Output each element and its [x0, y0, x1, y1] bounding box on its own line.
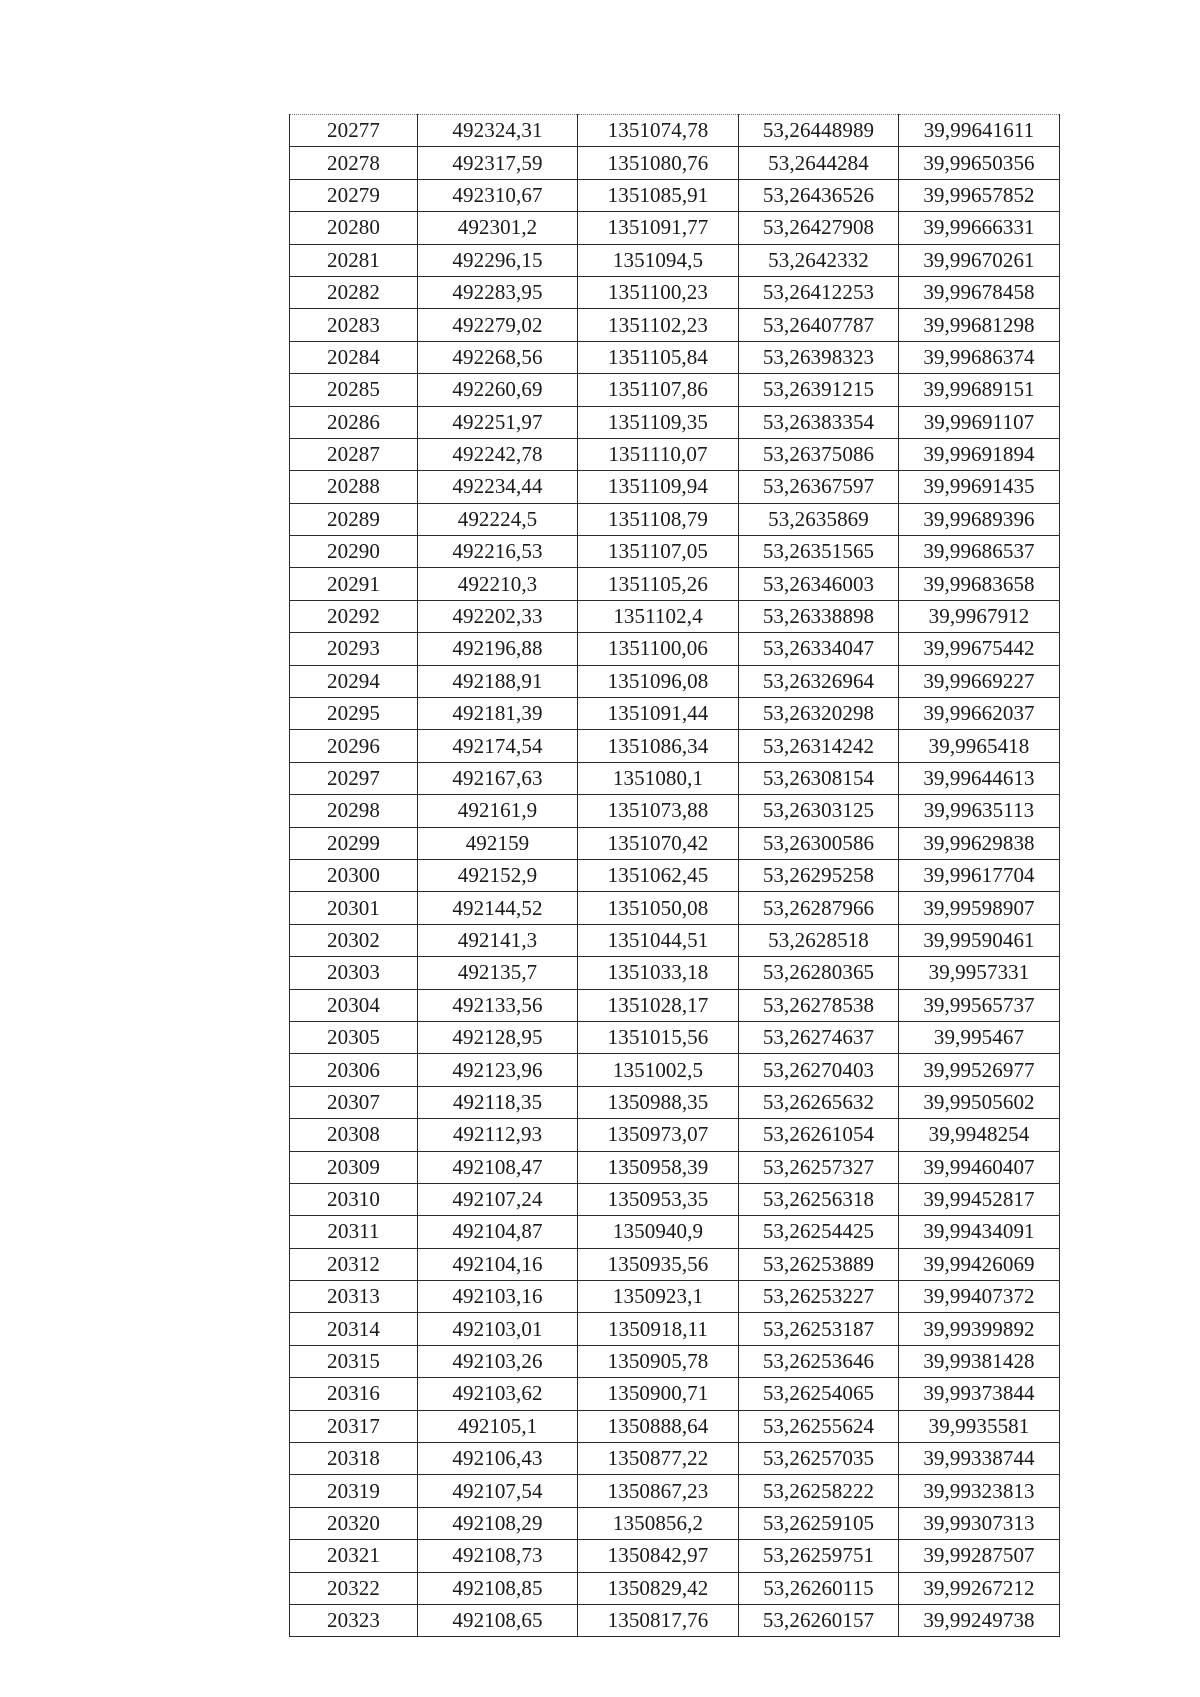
x-coordinate-cell: 492161,9 — [418, 795, 578, 827]
longitude-cell: 39,99590461 — [899, 924, 1060, 956]
longitude-cell: 39,99307313 — [899, 1507, 1060, 1539]
latitude-cell: 53,26367597 — [739, 471, 899, 503]
y-coordinate-cell: 1350953,35 — [578, 1183, 739, 1215]
longitude-cell: 39,99683658 — [899, 568, 1060, 600]
coordinates-table-body — [290, 115, 1060, 1637]
point-number-cell: 20283 — [290, 309, 418, 341]
latitude-cell: 53,26257327 — [739, 1151, 899, 1183]
table-row — [290, 1021, 1060, 1053]
table-row — [290, 147, 1060, 179]
longitude-cell: 39,9957331 — [899, 957, 1060, 989]
longitude-cell: 39,99629838 — [899, 827, 1060, 859]
table-row — [290, 244, 1060, 276]
longitude-cell: 39,99381428 — [899, 1345, 1060, 1377]
point-number-cell: 20303 — [290, 957, 418, 989]
x-coordinate-cell: 492103,62 — [418, 1378, 578, 1410]
latitude-cell: 53,26338898 — [739, 600, 899, 632]
latitude-cell: 53,26257035 — [739, 1443, 899, 1475]
y-coordinate-cell: 1351109,94 — [578, 471, 739, 503]
point-number-cell: 20314 — [290, 1313, 418, 1345]
y-coordinate-cell: 1351033,18 — [578, 957, 739, 989]
y-coordinate-cell: 1351091,44 — [578, 698, 739, 730]
y-coordinate-cell: 1351070,42 — [578, 827, 739, 859]
table-row — [290, 1183, 1060, 1215]
latitude-cell: 53,26254425 — [739, 1216, 899, 1248]
table-row — [290, 698, 1060, 730]
x-coordinate-cell: 492242,78 — [418, 438, 578, 470]
table-row — [290, 957, 1060, 989]
longitude-cell: 39,99434091 — [899, 1216, 1060, 1248]
point-number-cell: 20278 — [290, 147, 418, 179]
point-number-cell: 20308 — [290, 1119, 418, 1151]
y-coordinate-cell: 1351085,91 — [578, 179, 739, 211]
x-coordinate-cell: 492301,2 — [418, 212, 578, 244]
point-number-cell: 20302 — [290, 924, 418, 956]
table-row — [290, 1151, 1060, 1183]
longitude-cell: 39,99565737 — [899, 989, 1060, 1021]
x-coordinate-cell: 492152,9 — [418, 859, 578, 891]
latitude-cell: 53,26375086 — [739, 438, 899, 470]
table-row — [290, 633, 1060, 665]
latitude-cell: 53,26314242 — [739, 730, 899, 762]
table-row — [290, 438, 1060, 470]
table-row — [290, 1054, 1060, 1086]
table-row — [290, 1281, 1060, 1313]
latitude-cell: 53,26287966 — [739, 892, 899, 924]
x-coordinate-cell: 492123,96 — [418, 1054, 578, 1086]
longitude-cell: 39,99691894 — [899, 438, 1060, 470]
point-number-cell: 20307 — [290, 1086, 418, 1118]
x-coordinate-cell: 492107,24 — [418, 1183, 578, 1215]
y-coordinate-cell: 1351091,77 — [578, 212, 739, 244]
longitude-cell: 39,99407372 — [899, 1281, 1060, 1313]
y-coordinate-cell: 1350923,1 — [578, 1281, 739, 1313]
x-coordinate-cell: 492188,91 — [418, 665, 578, 697]
x-coordinate-cell: 492108,29 — [418, 1507, 578, 1539]
x-coordinate-cell: 492268,56 — [418, 341, 578, 373]
x-coordinate-cell: 492118,35 — [418, 1086, 578, 1118]
point-number-cell: 20289 — [290, 503, 418, 535]
point-number-cell: 20311 — [290, 1216, 418, 1248]
table-row — [290, 1604, 1060, 1636]
point-number-cell: 20304 — [290, 989, 418, 1021]
latitude-cell: 53,26254065 — [739, 1378, 899, 1410]
table-row — [290, 179, 1060, 211]
y-coordinate-cell: 1351096,08 — [578, 665, 739, 697]
longitude-cell: 39,99662037 — [899, 698, 1060, 730]
longitude-cell: 39,99669227 — [899, 665, 1060, 697]
latitude-cell: 53,26274637 — [739, 1021, 899, 1053]
x-coordinate-cell: 492108,85 — [418, 1572, 578, 1604]
y-coordinate-cell: 1351109,35 — [578, 406, 739, 438]
latitude-cell: 53,26346003 — [739, 568, 899, 600]
latitude-cell: 53,26320298 — [739, 698, 899, 730]
longitude-cell: 39,995467 — [899, 1021, 1060, 1053]
y-coordinate-cell: 1350935,56 — [578, 1248, 739, 1280]
table-row — [290, 1378, 1060, 1410]
table-row — [290, 1086, 1060, 1118]
table-row — [290, 924, 1060, 956]
table-row — [290, 212, 1060, 244]
point-number-cell: 20285 — [290, 374, 418, 406]
y-coordinate-cell: 1351028,17 — [578, 989, 739, 1021]
longitude-cell: 39,99686374 — [899, 341, 1060, 373]
y-coordinate-cell: 1350973,07 — [578, 1119, 739, 1151]
table-row — [290, 1345, 1060, 1377]
longitude-cell: 39,99689151 — [899, 374, 1060, 406]
y-coordinate-cell: 1350900,71 — [578, 1378, 739, 1410]
point-number-cell: 20299 — [290, 827, 418, 859]
latitude-cell: 53,26326964 — [739, 665, 899, 697]
x-coordinate-cell: 492210,3 — [418, 568, 578, 600]
point-number-cell: 20300 — [290, 859, 418, 891]
point-number-cell: 20305 — [290, 1021, 418, 1053]
x-coordinate-cell: 492108,65 — [418, 1604, 578, 1636]
longitude-cell: 39,99452817 — [899, 1183, 1060, 1215]
longitude-cell: 39,9948254 — [899, 1119, 1060, 1151]
x-coordinate-cell: 492181,39 — [418, 698, 578, 730]
y-coordinate-cell: 1350829,42 — [578, 1572, 739, 1604]
point-number-cell: 20294 — [290, 665, 418, 697]
x-coordinate-cell: 492260,69 — [418, 374, 578, 406]
table-row — [290, 309, 1060, 341]
point-number-cell: 20317 — [290, 1410, 418, 1442]
y-coordinate-cell: 1350867,23 — [578, 1475, 739, 1507]
point-number-cell: 20279 — [290, 179, 418, 211]
point-number-cell: 20282 — [290, 276, 418, 308]
x-coordinate-cell: 492196,88 — [418, 633, 578, 665]
point-number-cell: 20291 — [290, 568, 418, 600]
longitude-cell: 39,99617704 — [899, 859, 1060, 891]
latitude-cell: 53,26280365 — [739, 957, 899, 989]
point-number-cell: 20287 — [290, 438, 418, 470]
point-number-cell: 20292 — [290, 600, 418, 632]
longitude-cell: 39,9965418 — [899, 730, 1060, 762]
y-coordinate-cell: 1351102,4 — [578, 600, 739, 632]
longitude-cell: 39,99373844 — [899, 1378, 1060, 1410]
x-coordinate-cell: 492216,53 — [418, 536, 578, 568]
point-number-cell: 20321 — [290, 1540, 418, 1572]
y-coordinate-cell: 1351062,45 — [578, 859, 739, 891]
longitude-cell: 39,99526977 — [899, 1054, 1060, 1086]
x-coordinate-cell: 492104,87 — [418, 1216, 578, 1248]
y-coordinate-cell: 1350905,78 — [578, 1345, 739, 1377]
latitude-cell: 53,26448989 — [739, 115, 899, 147]
y-coordinate-cell: 1351015,56 — [578, 1021, 739, 1053]
point-number-cell: 20322 — [290, 1572, 418, 1604]
longitude-cell: 39,99460407 — [899, 1151, 1060, 1183]
point-number-cell: 20281 — [290, 244, 418, 276]
point-number-cell: 20298 — [290, 795, 418, 827]
table-row — [290, 665, 1060, 697]
x-coordinate-cell: 492234,44 — [418, 471, 578, 503]
table-row — [290, 115, 1060, 147]
latitude-cell: 53,26278538 — [739, 989, 899, 1021]
x-coordinate-cell: 492296,15 — [418, 244, 578, 276]
latitude-cell: 53,26427908 — [739, 212, 899, 244]
longitude-cell: 39,99598907 — [899, 892, 1060, 924]
table-row — [290, 374, 1060, 406]
table-row — [290, 1475, 1060, 1507]
y-coordinate-cell: 1351108,79 — [578, 503, 739, 535]
latitude-cell: 53,2642332 — [739, 244, 899, 276]
latitude-cell: 53,26259105 — [739, 1507, 899, 1539]
longitude-cell: 39,99670261 — [899, 244, 1060, 276]
table-row — [290, 600, 1060, 632]
x-coordinate-cell: 492104,16 — [418, 1248, 578, 1280]
x-coordinate-cell: 492112,93 — [418, 1119, 578, 1151]
table-row — [290, 1443, 1060, 1475]
y-coordinate-cell: 1351094,5 — [578, 244, 739, 276]
longitude-cell: 39,99686537 — [899, 536, 1060, 568]
longitude-cell: 39,99650356 — [899, 147, 1060, 179]
longitude-cell: 39,99666331 — [899, 212, 1060, 244]
longitude-cell: 39,99426069 — [899, 1248, 1060, 1280]
point-number-cell: 20295 — [290, 698, 418, 730]
latitude-cell: 53,26270403 — [739, 1054, 899, 1086]
coordinates-table — [289, 114, 1060, 1637]
table-row — [290, 989, 1060, 1021]
latitude-cell: 53,26256318 — [739, 1183, 899, 1215]
latitude-cell: 53,2644284 — [739, 147, 899, 179]
point-number-cell: 20320 — [290, 1507, 418, 1539]
x-coordinate-cell: 492108,73 — [418, 1540, 578, 1572]
x-coordinate-cell: 492251,97 — [418, 406, 578, 438]
longitude-cell: 39,99689396 — [899, 503, 1060, 535]
longitude-cell: 39,99641611 — [899, 115, 1060, 147]
x-coordinate-cell: 492167,63 — [418, 762, 578, 794]
x-coordinate-cell: 492108,47 — [418, 1151, 578, 1183]
latitude-cell: 53,26383354 — [739, 406, 899, 438]
x-coordinate-cell: 492279,02 — [418, 309, 578, 341]
x-coordinate-cell: 492103,26 — [418, 1345, 578, 1377]
x-coordinate-cell: 492224,5 — [418, 503, 578, 535]
y-coordinate-cell: 1351073,88 — [578, 795, 739, 827]
longitude-cell: 39,99399892 — [899, 1313, 1060, 1345]
y-coordinate-cell: 1351086,34 — [578, 730, 739, 762]
point-number-cell: 20312 — [290, 1248, 418, 1280]
y-coordinate-cell: 1351100,06 — [578, 633, 739, 665]
y-coordinate-cell: 1350856,2 — [578, 1507, 739, 1539]
y-coordinate-cell: 1351102,23 — [578, 309, 739, 341]
y-coordinate-cell: 1351107,05 — [578, 536, 739, 568]
longitude-cell: 39,99678458 — [899, 276, 1060, 308]
longitude-cell: 39,99681298 — [899, 309, 1060, 341]
point-number-cell: 20286 — [290, 406, 418, 438]
latitude-cell: 53,26300586 — [739, 827, 899, 859]
table-row — [290, 762, 1060, 794]
latitude-cell: 53,26407787 — [739, 309, 899, 341]
point-number-cell: 20319 — [290, 1475, 418, 1507]
latitude-cell: 53,26253889 — [739, 1248, 899, 1280]
longitude-cell: 39,99691435 — [899, 471, 1060, 503]
table-row — [290, 406, 1060, 438]
x-coordinate-cell: 492107,54 — [418, 1475, 578, 1507]
longitude-cell: 39,99644613 — [899, 762, 1060, 794]
longitude-cell: 39,99505602 — [899, 1086, 1060, 1118]
latitude-cell: 53,26391215 — [739, 374, 899, 406]
table-row — [290, 536, 1060, 568]
point-number-cell: 20288 — [290, 471, 418, 503]
table-row — [290, 1216, 1060, 1248]
y-coordinate-cell: 1351002,5 — [578, 1054, 739, 1086]
y-coordinate-cell: 1350958,39 — [578, 1151, 739, 1183]
longitude-cell: 39,99691107 — [899, 406, 1060, 438]
y-coordinate-cell: 1351105,84 — [578, 341, 739, 373]
y-coordinate-cell: 1350888,64 — [578, 1410, 739, 1442]
point-number-cell: 20290 — [290, 536, 418, 568]
x-coordinate-cell: 492133,56 — [418, 989, 578, 1021]
x-coordinate-cell: 492144,52 — [418, 892, 578, 924]
table-row — [290, 1410, 1060, 1442]
latitude-cell: 53,26412253 — [739, 276, 899, 308]
x-coordinate-cell: 492317,59 — [418, 147, 578, 179]
point-number-cell: 20280 — [290, 212, 418, 244]
point-number-cell: 20318 — [290, 1443, 418, 1475]
point-number-cell: 20277 — [290, 115, 418, 147]
point-number-cell: 20297 — [290, 762, 418, 794]
point-number-cell: 20315 — [290, 1345, 418, 1377]
y-coordinate-cell: 1350988,35 — [578, 1086, 739, 1118]
x-coordinate-cell: 492310,67 — [418, 179, 578, 211]
latitude-cell: 53,26260115 — [739, 1572, 899, 1604]
table-row — [290, 827, 1060, 859]
latitude-cell: 53,26303125 — [739, 795, 899, 827]
latitude-cell: 53,26253227 — [739, 1281, 899, 1313]
x-coordinate-cell: 492159 — [418, 827, 578, 859]
point-number-cell: 20301 — [290, 892, 418, 924]
longitude-cell: 39,99635113 — [899, 795, 1060, 827]
latitude-cell: 53,26398323 — [739, 341, 899, 373]
latitude-cell: 53,2635869 — [739, 503, 899, 535]
table-row — [290, 1248, 1060, 1280]
longitude-cell: 39,99675442 — [899, 633, 1060, 665]
longitude-cell: 39,99287507 — [899, 1540, 1060, 1572]
x-coordinate-cell: 492106,43 — [418, 1443, 578, 1475]
x-coordinate-cell: 492283,95 — [418, 276, 578, 308]
y-coordinate-cell: 1351107,86 — [578, 374, 739, 406]
point-number-cell: 20284 — [290, 341, 418, 373]
table-row — [290, 892, 1060, 924]
longitude-cell: 39,99657852 — [899, 179, 1060, 211]
longitude-cell: 39,99267212 — [899, 1572, 1060, 1604]
point-number-cell: 20316 — [290, 1378, 418, 1410]
latitude-cell: 53,26260157 — [739, 1604, 899, 1636]
latitude-cell: 53,26261054 — [739, 1119, 899, 1151]
y-coordinate-cell: 1350940,9 — [578, 1216, 739, 1248]
latitude-cell: 53,26253646 — [739, 1345, 899, 1377]
latitude-cell: 53,26295258 — [739, 859, 899, 891]
x-coordinate-cell: 492202,33 — [418, 600, 578, 632]
y-coordinate-cell: 1351080,76 — [578, 147, 739, 179]
latitude-cell: 53,2628518 — [739, 924, 899, 956]
y-coordinate-cell: 1351105,26 — [578, 568, 739, 600]
longitude-cell: 39,9935581 — [899, 1410, 1060, 1442]
table-row — [290, 1507, 1060, 1539]
y-coordinate-cell: 1351050,08 — [578, 892, 739, 924]
y-coordinate-cell: 1350918,11 — [578, 1313, 739, 1345]
y-coordinate-cell: 1351080,1 — [578, 762, 739, 794]
y-coordinate-cell: 1350842,97 — [578, 1540, 739, 1572]
table-row — [290, 1313, 1060, 1345]
latitude-cell: 53,26351565 — [739, 536, 899, 568]
table-row — [290, 276, 1060, 308]
x-coordinate-cell: 492103,01 — [418, 1313, 578, 1345]
point-number-cell: 20306 — [290, 1054, 418, 1086]
table-row — [290, 795, 1060, 827]
point-number-cell: 20310 — [290, 1183, 418, 1215]
longitude-cell: 39,99249738 — [899, 1604, 1060, 1636]
y-coordinate-cell: 1350817,76 — [578, 1604, 739, 1636]
x-coordinate-cell: 492128,95 — [418, 1021, 578, 1053]
latitude-cell: 53,26259751 — [739, 1540, 899, 1572]
y-coordinate-cell: 1351100,23 — [578, 276, 739, 308]
point-number-cell: 20309 — [290, 1151, 418, 1183]
table-row — [290, 730, 1060, 762]
y-coordinate-cell: 1351044,51 — [578, 924, 739, 956]
point-number-cell: 20293 — [290, 633, 418, 665]
y-coordinate-cell: 1351110,07 — [578, 438, 739, 470]
latitude-cell: 53,26253187 — [739, 1313, 899, 1345]
x-coordinate-cell: 492105,1 — [418, 1410, 578, 1442]
table-row — [290, 1119, 1060, 1151]
latitude-cell: 53,26258222 — [739, 1475, 899, 1507]
latitude-cell: 53,26265632 — [739, 1086, 899, 1118]
latitude-cell: 53,26334047 — [739, 633, 899, 665]
longitude-cell: 39,9967912 — [899, 600, 1060, 632]
latitude-cell: 53,26308154 — [739, 762, 899, 794]
table-row — [290, 1572, 1060, 1604]
latitude-cell: 53,26436526 — [739, 179, 899, 211]
longitude-cell: 39,99323813 — [899, 1475, 1060, 1507]
x-coordinate-cell: 492174,54 — [418, 730, 578, 762]
table-row — [290, 503, 1060, 535]
x-coordinate-cell: 492141,3 — [418, 924, 578, 956]
y-coordinate-cell: 1350877,22 — [578, 1443, 739, 1475]
table-row — [290, 568, 1060, 600]
x-coordinate-cell: 492324,31 — [418, 115, 578, 147]
x-coordinate-cell: 492135,7 — [418, 957, 578, 989]
longitude-cell: 39,99338744 — [899, 1443, 1060, 1475]
x-coordinate-cell: 492103,16 — [418, 1281, 578, 1313]
table-row — [290, 859, 1060, 891]
table-row — [290, 1540, 1060, 1572]
point-number-cell: 20323 — [290, 1604, 418, 1636]
latitude-cell: 53,26255624 — [739, 1410, 899, 1442]
point-number-cell: 20296 — [290, 730, 418, 762]
point-number-cell: 20313 — [290, 1281, 418, 1313]
y-coordinate-cell: 1351074,78 — [578, 115, 739, 147]
table-row — [290, 471, 1060, 503]
table-row — [290, 341, 1060, 373]
